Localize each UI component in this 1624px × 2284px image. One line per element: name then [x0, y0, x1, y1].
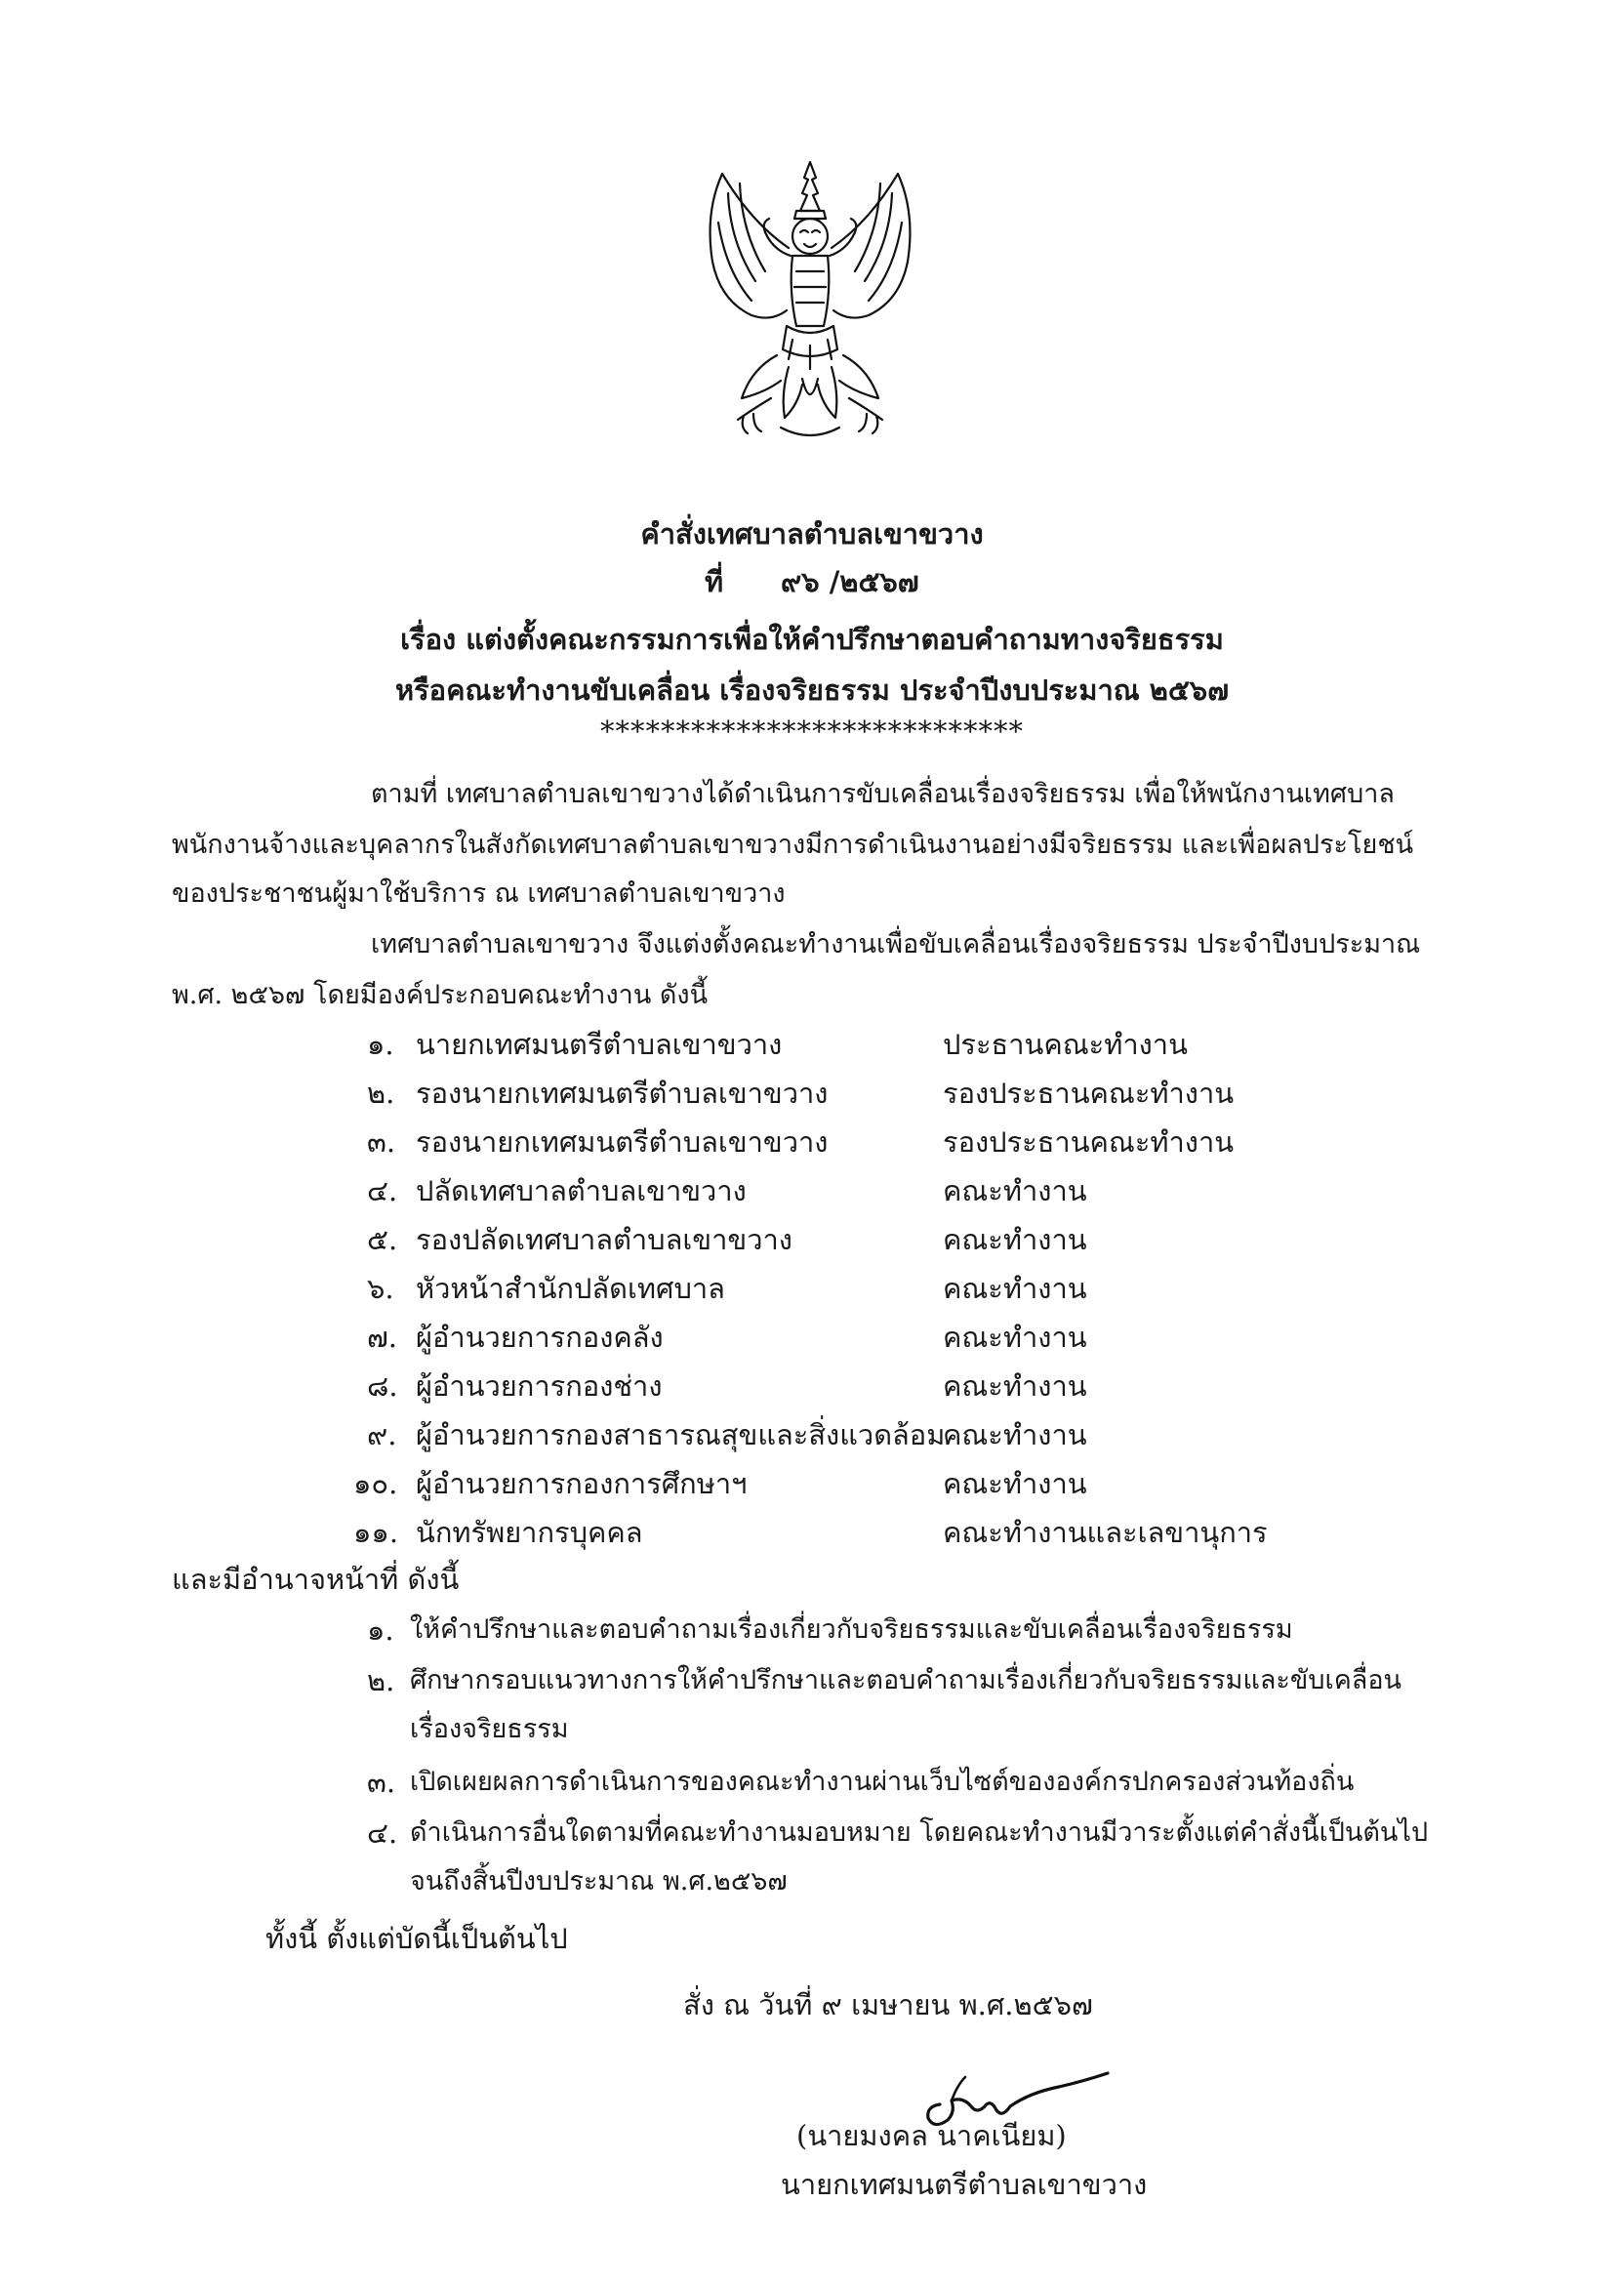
member-position: ผู้อำนวยการกองการศึกษาฯ: [416, 1467, 748, 1500]
duty-1-text: ให้คำปรึกษาและตอบคำถามเรื่องเกี่ยวกับจริยธรรมและขับเคลื่อนเรื่องจริยธรรม: [410, 1614, 1293, 1645]
duty-number: ๓.: [367, 1766, 396, 1799]
duties-heading: และมีอำนาจหน้าที่ ดังนี้: [172, 1563, 460, 1596]
member-role: รองประธานคณะทำงาน: [943, 1125, 1235, 1159]
member-number: ๖.: [367, 1272, 394, 1305]
intro-paragraph-1-line-3: ของประชาชนผู้มาใช้บริการ ณ เทศบาลตำบลเขาขวาง: [172, 878, 786, 909]
duty-4-text-line-1: ดำเนินการอื่นใดตามที่คณะทำงานมอบหมาย โดยคณะทำงานมีวาระตั้งแต่คำสั่งนี้เป็นต้นไป: [410, 1817, 1429, 1848]
member-number: ๓.: [367, 1125, 396, 1159]
duty-2-text-line-1: ศึกษากรอบแนวทางการให้คำปรึกษาและตอบคำถามเรื่องเกี่ยวกับจริยธรรมและขับเคลื่อน: [410, 1665, 1401, 1695]
order-subject-line-2: หรือคณะทำงานขับเคลื่อน เรื่องจริยธรรม ประจำปีงบประมาณ ๒๕๖๗: [394, 673, 1230, 707]
order-title: คำสั่งเทศบาลตำบลเขาขวาง: [640, 517, 984, 551]
member-role: คณะทำงาน: [943, 1369, 1087, 1403]
member-position: นายกเทศมนตรีตำบลเขาขวาง: [416, 1028, 783, 1061]
separator-asterisks: ****************************: [600, 714, 1024, 748]
member-role: รองประธานคณะทำงาน: [943, 1077, 1235, 1110]
member-number: ๔.: [367, 1174, 398, 1207]
member-role: คณะทำงาน: [943, 1223, 1087, 1256]
member-role: คณะทำงาน: [943, 1272, 1087, 1305]
duty-number: ๑.: [367, 1613, 394, 1647]
member-number: ๘.: [367, 1369, 398, 1403]
signer-name: (นายมงคล นาคเนียม): [796, 2119, 1067, 2152]
duty-number: ๔.: [367, 1816, 398, 1850]
member-number: ๙.: [367, 1418, 397, 1451]
duty-number: ๒.: [367, 1664, 395, 1697]
member-position: รองปลัดเทศบาลตำบลเขาขวาง: [416, 1223, 792, 1256]
intro-paragraph-2-line-2: พ.ศ. ๒๕๖๗ โดยมีองค์ประกอบคณะทำงาน ดังนี้: [172, 980, 709, 1010]
member-position: ผู้อำนวยการกองคลัง: [416, 1321, 664, 1354]
member-role: คณะทำงาน: [943, 1174, 1087, 1207]
member-role: ประธานคณะทำงาน: [943, 1028, 1188, 1061]
duty-2-text-line-2: เรื่องจริยธรรม: [410, 1714, 569, 1744]
member-position: ปลัดเทศบาลตำบลเขาขวาง: [416, 1174, 747, 1207]
member-position: หัวหน้าสำนักปลัดเทศบาล: [416, 1272, 725, 1305]
member-role: คณะทำงาน: [943, 1467, 1087, 1500]
garuda-emblem-icon: [683, 154, 937, 447]
intro-paragraph-2-line-1: เทศบาลตำบลเขาขวาง จึงแต่งตั้งคณะทำงานเพื่อขับเคลื่อนเรื่องจริยธรรม ประจำปีงบประมาณ: [371, 929, 1421, 959]
member-number: ๑๐.: [353, 1467, 398, 1500]
intro-paragraph-1-line-1: ตามที่ เทศบาลตำบลเขาขวางได้ดำเนินการขับเคลื่อนเรื่องจริยธรรม เพื่อให้พนักงานเทศบาล: [371, 779, 1395, 809]
member-role: คณะทำงาน: [943, 1418, 1087, 1451]
order-number: ๙๖ /๒๕๖๗: [781, 565, 919, 598]
duty-4-text-line-2: จนถึงสิ้นปีงบประมาณ พ.ศ.๒๕๖๗: [410, 1866, 788, 1897]
member-position: นักทรัพยากรบุคคล: [416, 1516, 643, 1549]
member-role: คณะทำงาน: [943, 1321, 1087, 1354]
member-position: ผู้อำนวยการกองช่าง: [416, 1369, 663, 1403]
member-number: ๒.: [367, 1077, 395, 1110]
effective-statement: ทั้งนี้ ตั้งแต่บัดนี้เป็นต้นไป: [265, 1922, 568, 1955]
intro-paragraph-1-line-2: พนักงานจ้างและบุคลากรในสังกัดเทศบาลตำบลเขาขวางมีการดำเนินงานอย่างมีจริยธรรม และเพื่อผลประโยชน์: [172, 830, 1414, 860]
member-position: ผู้อำนวยการกองสาธารณสุขและสิ่งแวดล้อม: [416, 1418, 946, 1451]
signer-title: นายกเทศมนตรีตำบลเขาขวาง: [781, 2168, 1148, 2201]
order-date: สั่ง ณ วันที่ ๙ เมษายน พ.ศ.๒๕๖๗: [683, 1988, 1093, 2021]
member-number: ๗.: [367, 1321, 398, 1354]
member-number: ๕.: [367, 1223, 398, 1256]
member-position: รองนายกเทศมนตรีตำบลเขาขวาง: [416, 1125, 829, 1159]
member-number: ๑.: [367, 1028, 394, 1061]
duty-3-text: เปิดเผยผลการดำเนินการของคณะทำงานผ่านเว็บไซต์ขององค์กรปกครองส่วนท้องถิ่น: [410, 1767, 1355, 1797]
member-role: คณะทำงานและเลขานุการ: [943, 1516, 1268, 1549]
order-number-prefix: ที่: [705, 565, 724, 598]
order-subject-line-1: เรื่อง แต่งตั้งคณะกรรมการเพื่อให้คำปรึกษาตอบคำถามทางจริยธรรม: [400, 623, 1224, 656]
member-number: ๑๑.: [353, 1516, 399, 1549]
member-position: รองนายกเทศมนตรีตำบลเขาขวาง: [416, 1077, 829, 1110]
